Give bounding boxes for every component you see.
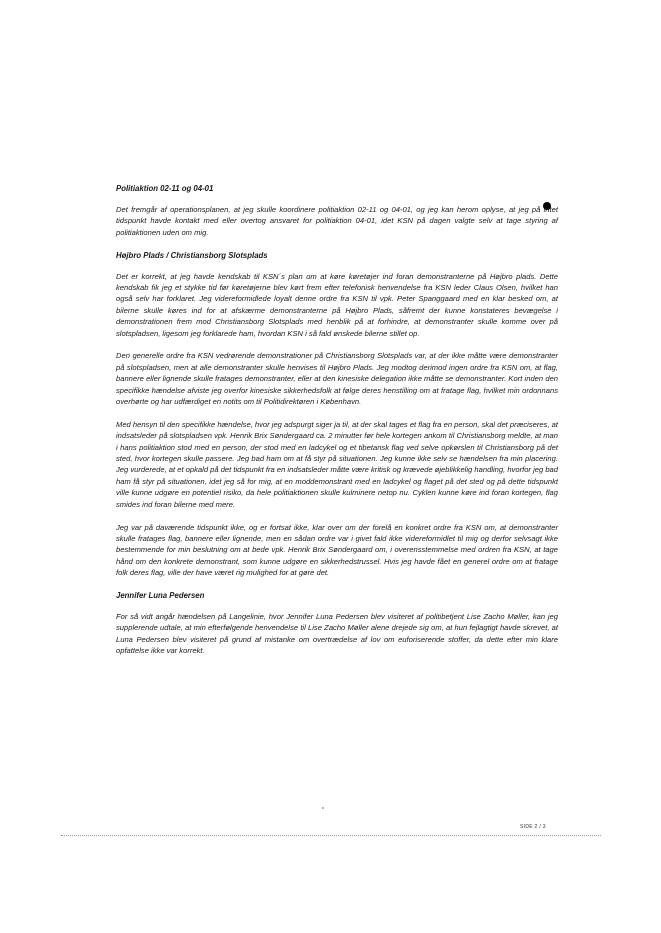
footer-divider: [61, 835, 601, 836]
paragraph: Jeg var på daværende tidspunkt ikke, og er fortsat ikke, klar over om der forelå en konkret ordre fra KSN om, at demonstranter skulle fratages flag, bannere eller lignende, men en sådan ordre var i givet fald ikke videreformidlet til mig og derfor selvsagt ikke bestemmende for min beslutning om at bede vpk. Henrik Brix Søndergaard om, i overensstemmelse med ordren fra KSN, at tage hånd om den konkrete demonstrant, som kunne udgøre en sikkerhedstrussel. Hvis jeg havde fået en generel ordre om at fratage folk deres flag, ville der have været rig mulighed for at gøre det.: [116, 522, 558, 578]
paragraph: Det er korrekt, at jeg havde kendskab til KSN´s plan om at køre køretøjer ind foran demonstranterne på Højbro plads. Dette kendskab fik jeg et stykke tid før køretøjerne blev kørt frem efter telefonisk henvendelse fra KSN leder Claus Olsen, hvilket han også selv har forklaret. Jeg videreformidlede loyalt denne ordre fra KSN til vpk. Peter Spanggaard med en klar besked om, at bilerne skulle køres ind for at afskærme demonstranterne på Højbro Plads, såfremt der kunne konstateres bevægelse i demonstrationen frem mod Christiansborg Slotsplads med henblik på at forhindre, at demonstranter skulle komme over på slotspladsen, ligesom jeg forklarede ham, hvordan KSN i så fald ønskede bilerne stillet op.: [116, 271, 558, 338]
document-body: [116, 183, 558, 668]
section-heading-politiaktion: Politiaktion 02-11 og 04-01: [116, 184, 214, 193]
page-number: SIDE 2 / 3: [520, 824, 546, 830]
scan-speck: [322, 807, 324, 809]
paragraph: Med hensyn til den specifikke hændelse, hvor jeg adspurgt siger ja til, at der skal tages et flag fra en person, skal det præciseres, at indsatsleder på slotspladsen vpk. Henrik Brix Søndergaard ca. 2 minutter før hele kortegen ankom til Christiansborg meldte, at man i hans politiaktion stod med en person, der stod med en ladcykel og et tibetansk flag ved selve opkørslen til Christiansborg på det sted, hvor kortegen skulle passere. Jeg bad ham om at få styr på situationen. Jeg kunne ikke selv se hændelsen fra min placering. Jeg vurderede, at et opkald på det tidspunkt fra en indsatsleder måtte være kritisk og krævede øjeblikkelig handling, hvorfor jeg bad ham få styr på situationen, idet jeg så for mig, at en moddemonstrant med en ladcykel og flaget på det sted og på dette tidspunkt ville kunne udgøre en potentiel risiko, da hele politiaktionen skulle kulminere netop nu. Cyklen kunne køre ind foran kortegen, flag smides ind foran bilerne med mere.: [116, 419, 558, 509]
section-heading-jennifer-luna-pedersen: Jennifer Luna Pedersen: [116, 590, 205, 600]
paragraph: For så vidt angår hændelsen på Langelinie, hvor Jennifer Luna Pedersen blev visiteret af politibetjent Lise Zacho Møller, kan jeg supplerende udtale, at min efterfølgende henvendelse til Lise Zacho Møller alene drejede sig om, at hun fejlagtigt havde skrevet, at Luna Pedersen blev visiteret på grund af mistanke om overtrædelse af lov om euforiserende stoffer, da dette efter min klare opfattelse ikke var korrekt.: [116, 611, 558, 656]
paragraph: Det fremgår af operationsplanen, at jeg skulle koordinere politiaktion 02-11 og 04-01, og jeg kan herom oplyse, at jeg på intet tidspunkt havde kontakt med eller overtog ansvaret for politiaktion 04-01, idet KSN på dagen valgte selv at tage styring af politiaktionen uden om mig.: [116, 205, 558, 237]
section-heading-hojbro-plads: Højbro Plads / Christiansborg Slotsplads: [116, 250, 268, 260]
paragraph: Den generelle ordre fra KSN vedrørende demonstrationer på Christiansborg Slotsplads var, at der ikke måtte være demonstranter på slotspladsen, men at alle demonstranter skulle henvises til Højbro Plads. Jeg modtog derimod ingen ordre fra KSN om, at flag, bannere eller lignende skulle fratages demonstranter, eller at den kinesiske delegation ikke måtte se demonstranter. Kort inden den specifikke hændelse afviste jeg overfor kinesiske sikkerhedsfolk at følge deres henstilling om at fratage flag, hvilket min ordonnans overhørte og har udfærdiget en notits om til Politidirektøren i København.: [116, 351, 558, 407]
